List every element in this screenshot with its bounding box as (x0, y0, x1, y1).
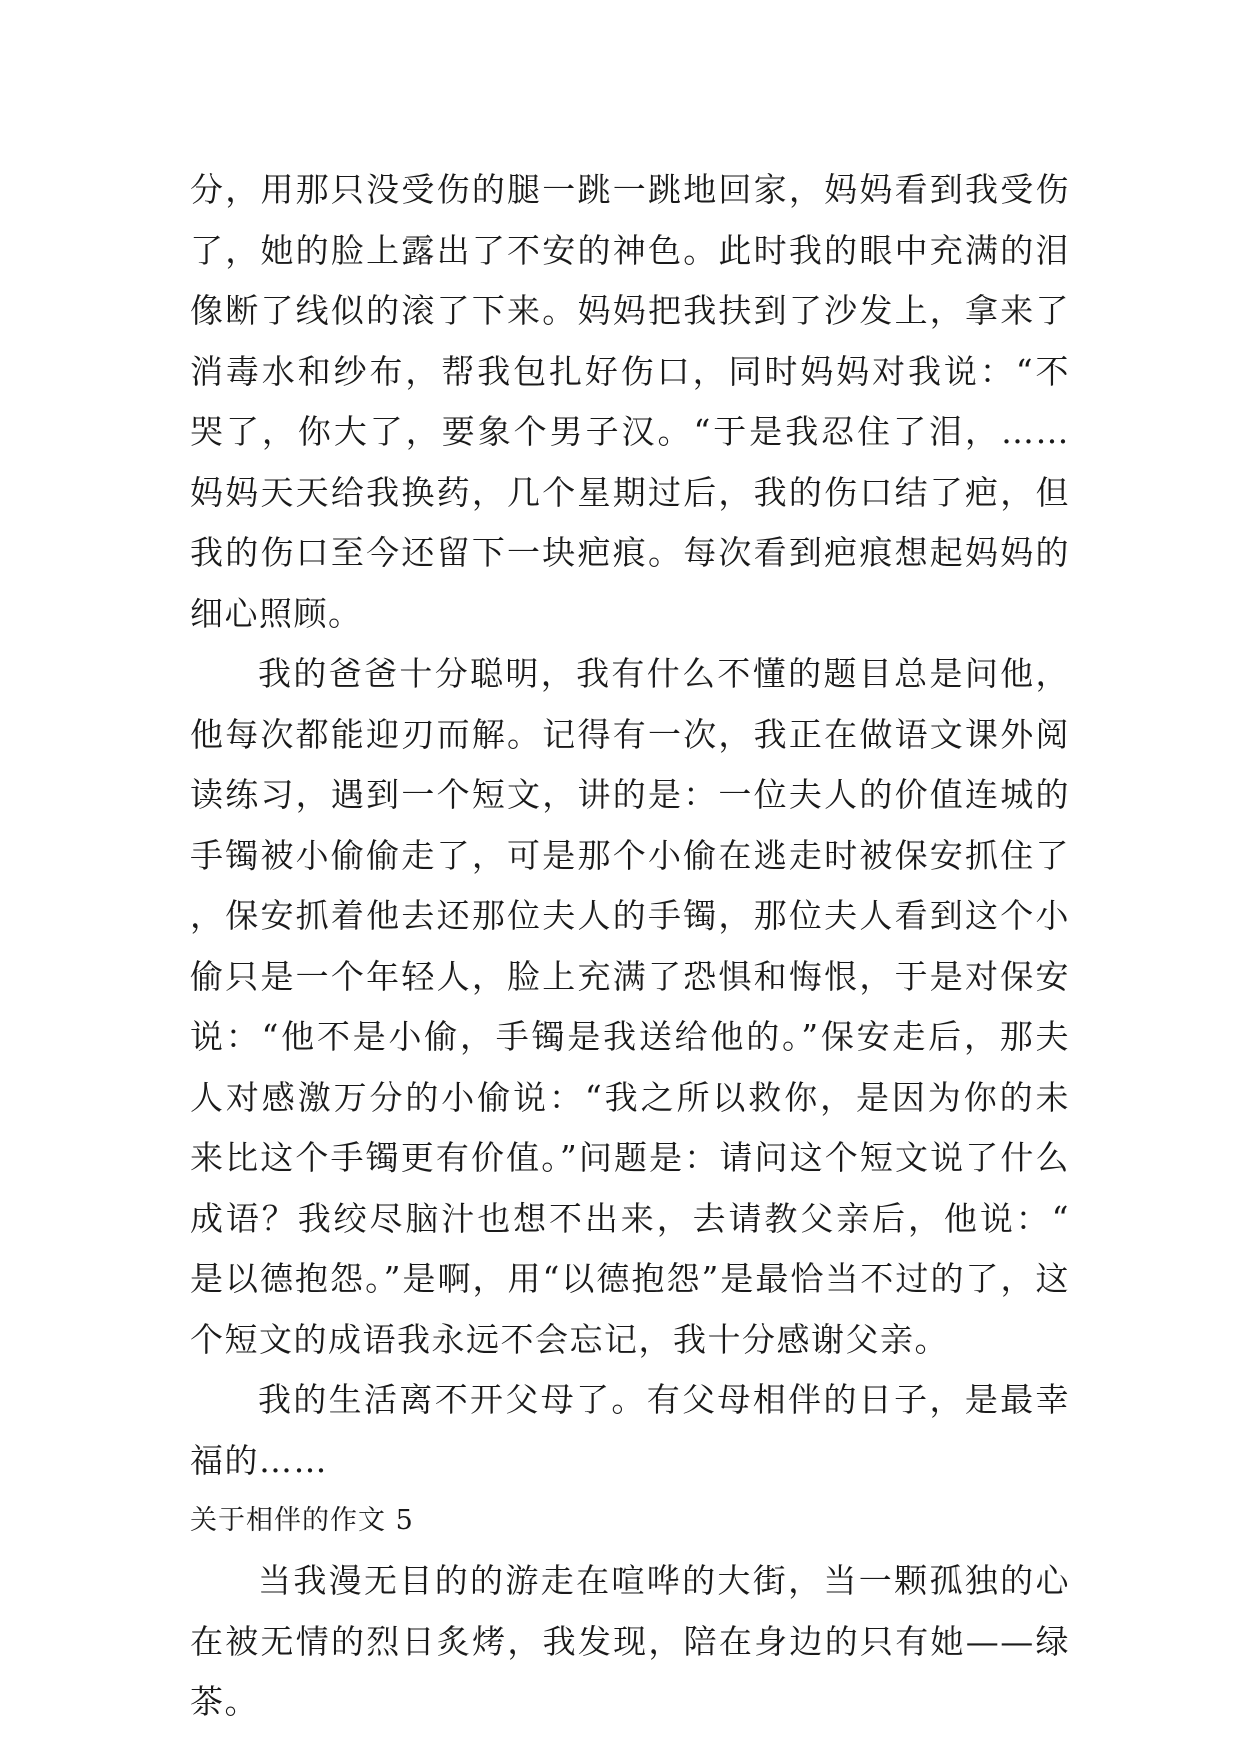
paragraph-2: 我的爸爸十分聪明，我有什么不懂的题目总是问他，他每次都能迎刃而解。记得有一次，我正在做语文课外阅读练习，遇到一个短文，讲的是：一位夫人的价值连城的手镯被小偷偷走了，可是那个小偷在逃走时被保安抓住了，保安抓着他去还那位夫人的手镯，那位夫人看到这个小偷只是一个年轻人，脸上充满了恐惧和悔恨，于是对保安说：“他不是小偷，手镯是我送给他的。”保安走后，那夫人对感激万分的小偷说：“我之所以救你，是因为你的未来比这个手镯更有价值。”问题是：请问这个短文说了什么成语？我绞尽脑汁也想不出来，去请教父亲后，他说：“是以德抱怨。”是啊，用“以德抱怨”是最恰当不过的了，这个短文的成语我永远不会忘记，我十分感谢父亲。 (190, 654, 1070, 1359)
document-body (190, 160, 1070, 1733)
paragraph-1: 分，用那只没受伤的腿一跳一跳地回家，妈妈看到我受伤了，她的脸上露出了不安的神色。此时我的眼中充满的泪像断了线似的滚了下来。妈妈把我扶到了沙发上，拿来了消毒水和纱布，帮我包扎好伤口，同时妈妈对我说：“不哭了，你大了，要象个男子汉。“于是我忍住了泪，……妈妈天天给我换药，几个星期过后，我的伤口结了疤，但我的伤口至今还留下一块疤痕。每次看到疤痕想起妈妈的细心照顾。 (190, 170, 1070, 633)
section-heading: 关于相伴的作文 5 (190, 1505, 414, 1536)
paragraph-3: 我的生活离不开父母了。有父母相伴的日子，是最幸福的…… (190, 1380, 1070, 1480)
paragraph-4: 当我漫无目的的游走在喧哗的大街，当一颗孤独的心在被无情的烈日炙烤，我发现，陪在身边的只有她——绿茶。 (190, 1561, 1070, 1721)
